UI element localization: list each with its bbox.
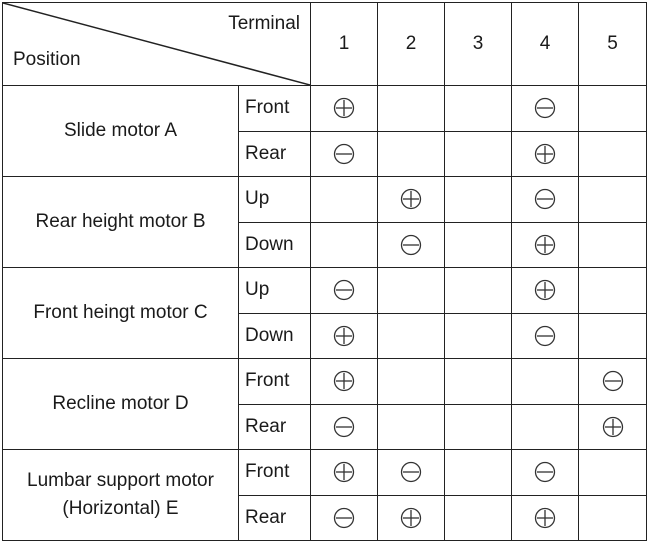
terminal-1-cell: [311, 222, 378, 268]
terminal-2-cell: [378, 86, 445, 132]
positive-terminal-icon: [400, 188, 422, 210]
positive-terminal-icon: [534, 507, 556, 529]
terminal-4-cell: [512, 222, 579, 268]
direction-cell: Front: [239, 450, 311, 496]
direction-cell: Up: [239, 177, 311, 223]
terminal-5-cell: [579, 313, 647, 359]
table-row: [3, 359, 647, 405]
terminal-1-cell: [311, 268, 378, 314]
motor-name-cell: [3, 177, 239, 268]
terminal-2-cell: [378, 313, 445, 359]
positive-terminal-icon: [534, 234, 556, 256]
negative-terminal-icon: [333, 143, 355, 165]
positive-terminal-icon: [333, 97, 355, 119]
negative-terminal-icon: [534, 325, 556, 347]
terminal-2-cell: [378, 359, 445, 405]
terminal-1-cell: [311, 177, 378, 223]
terminal-4-cell: [512, 359, 579, 405]
terminal-2-cell: [378, 177, 445, 223]
positive-terminal-icon: [534, 143, 556, 165]
terminal-2-cell: [378, 131, 445, 177]
positive-terminal-icon: [400, 507, 422, 529]
terminal-3-cell: [445, 268, 512, 314]
motor-name-line: Lumbar support motor: [27, 470, 214, 491]
terminal-2-cell: [378, 222, 445, 268]
positive-terminal-icon: [333, 325, 355, 347]
terminal-1-cell: [311, 450, 378, 496]
terminal-3-cell: [445, 177, 512, 223]
terminal-header-2: 2: [378, 3, 445, 86]
terminal-4-cell: [512, 268, 579, 314]
terminal-header-3: 3: [445, 3, 512, 86]
negative-terminal-icon: [602, 370, 624, 392]
positive-terminal-icon: [333, 461, 355, 483]
terminal-1-cell: [311, 86, 378, 132]
terminal-2-cell: [378, 268, 445, 314]
negative-terminal-icon: [400, 461, 422, 483]
terminal-label: Terminal: [228, 13, 300, 34]
terminal-5-cell: [579, 268, 647, 314]
terminal-3-cell: [445, 222, 512, 268]
table-row: [3, 268, 647, 314]
terminal-1-cell: [311, 359, 378, 405]
table-row: [3, 177, 647, 223]
direction-cell: Front: [239, 86, 311, 132]
terminal-3-cell: [445, 404, 512, 450]
direction-cell: Rear: [239, 404, 311, 450]
direction-cell: Down: [239, 313, 311, 359]
negative-terminal-icon: [333, 507, 355, 529]
motor-name-cell: [3, 359, 239, 450]
terminal-4-cell: [512, 86, 579, 132]
terminal-3-cell: [445, 313, 512, 359]
terminal-4-cell: [512, 313, 579, 359]
motor-name-line: Rear height motor B: [35, 211, 206, 232]
negative-terminal-icon: [333, 416, 355, 438]
negative-terminal-icon: [400, 234, 422, 256]
motor-name-cell: [3, 268, 239, 359]
terminal-3-cell: [445, 359, 512, 405]
table-row: [3, 86, 647, 132]
terminal-3-cell: [445, 131, 512, 177]
terminal-5-cell: [579, 404, 647, 450]
terminal-1-cell: [311, 131, 378, 177]
terminal-header-4: 4: [512, 3, 579, 86]
negative-terminal-icon: [534, 97, 556, 119]
terminal-5-cell: [579, 222, 647, 268]
terminal-3-cell: [445, 495, 512, 541]
direction-cell: Front: [239, 359, 311, 405]
terminal-4-cell: [512, 450, 579, 496]
terminal-2-cell: [378, 495, 445, 541]
terminal-header-1: 1: [311, 3, 378, 86]
motor-name-line: Front heingt motor C: [33, 302, 208, 323]
direction-cell: Down: [239, 222, 311, 268]
terminal-3-cell: [445, 450, 512, 496]
motor-name-cell: [3, 86, 239, 177]
terminal-position-table: [2, 2, 647, 541]
terminal-5-cell: [579, 86, 647, 132]
motor-name-line: Recline motor D: [52, 393, 189, 414]
direction-cell: Rear: [239, 131, 311, 177]
terminal-4-cell: [512, 131, 579, 177]
terminal-2-cell: [378, 404, 445, 450]
header-corner-cell: [3, 3, 311, 86]
negative-terminal-icon: [534, 461, 556, 483]
terminal-2-cell: [378, 450, 445, 496]
negative-terminal-icon: [333, 279, 355, 301]
motor-name-line: Slide motor A: [64, 120, 177, 141]
terminal-1-cell: [311, 404, 378, 450]
positive-terminal-icon: [534, 279, 556, 301]
positive-terminal-icon: [333, 370, 355, 392]
terminal-4-cell: [512, 177, 579, 223]
terminal-4-cell: [512, 495, 579, 541]
terminal-3-cell: [445, 86, 512, 132]
header-row: [3, 3, 647, 86]
terminal-5-cell: [579, 177, 647, 223]
direction-cell: Rear: [239, 495, 311, 541]
terminal-5-cell: [579, 359, 647, 405]
terminal-1-cell: [311, 495, 378, 541]
position-label: Position: [13, 49, 81, 70]
terminal-4-cell: [512, 404, 579, 450]
terminal-1-cell: [311, 313, 378, 359]
terminal-5-cell: [579, 131, 647, 177]
motor-name-line: (Horizontal) E: [62, 498, 179, 519]
terminal-5-cell: [579, 450, 647, 496]
motor-name-cell: [3, 450, 239, 541]
negative-terminal-icon: [534, 188, 556, 210]
terminal-header-5: 5: [579, 3, 647, 86]
direction-cell: Up: [239, 268, 311, 314]
table-row: [3, 450, 647, 496]
positive-terminal-icon: [602, 416, 624, 438]
terminal-5-cell: [579, 495, 647, 541]
